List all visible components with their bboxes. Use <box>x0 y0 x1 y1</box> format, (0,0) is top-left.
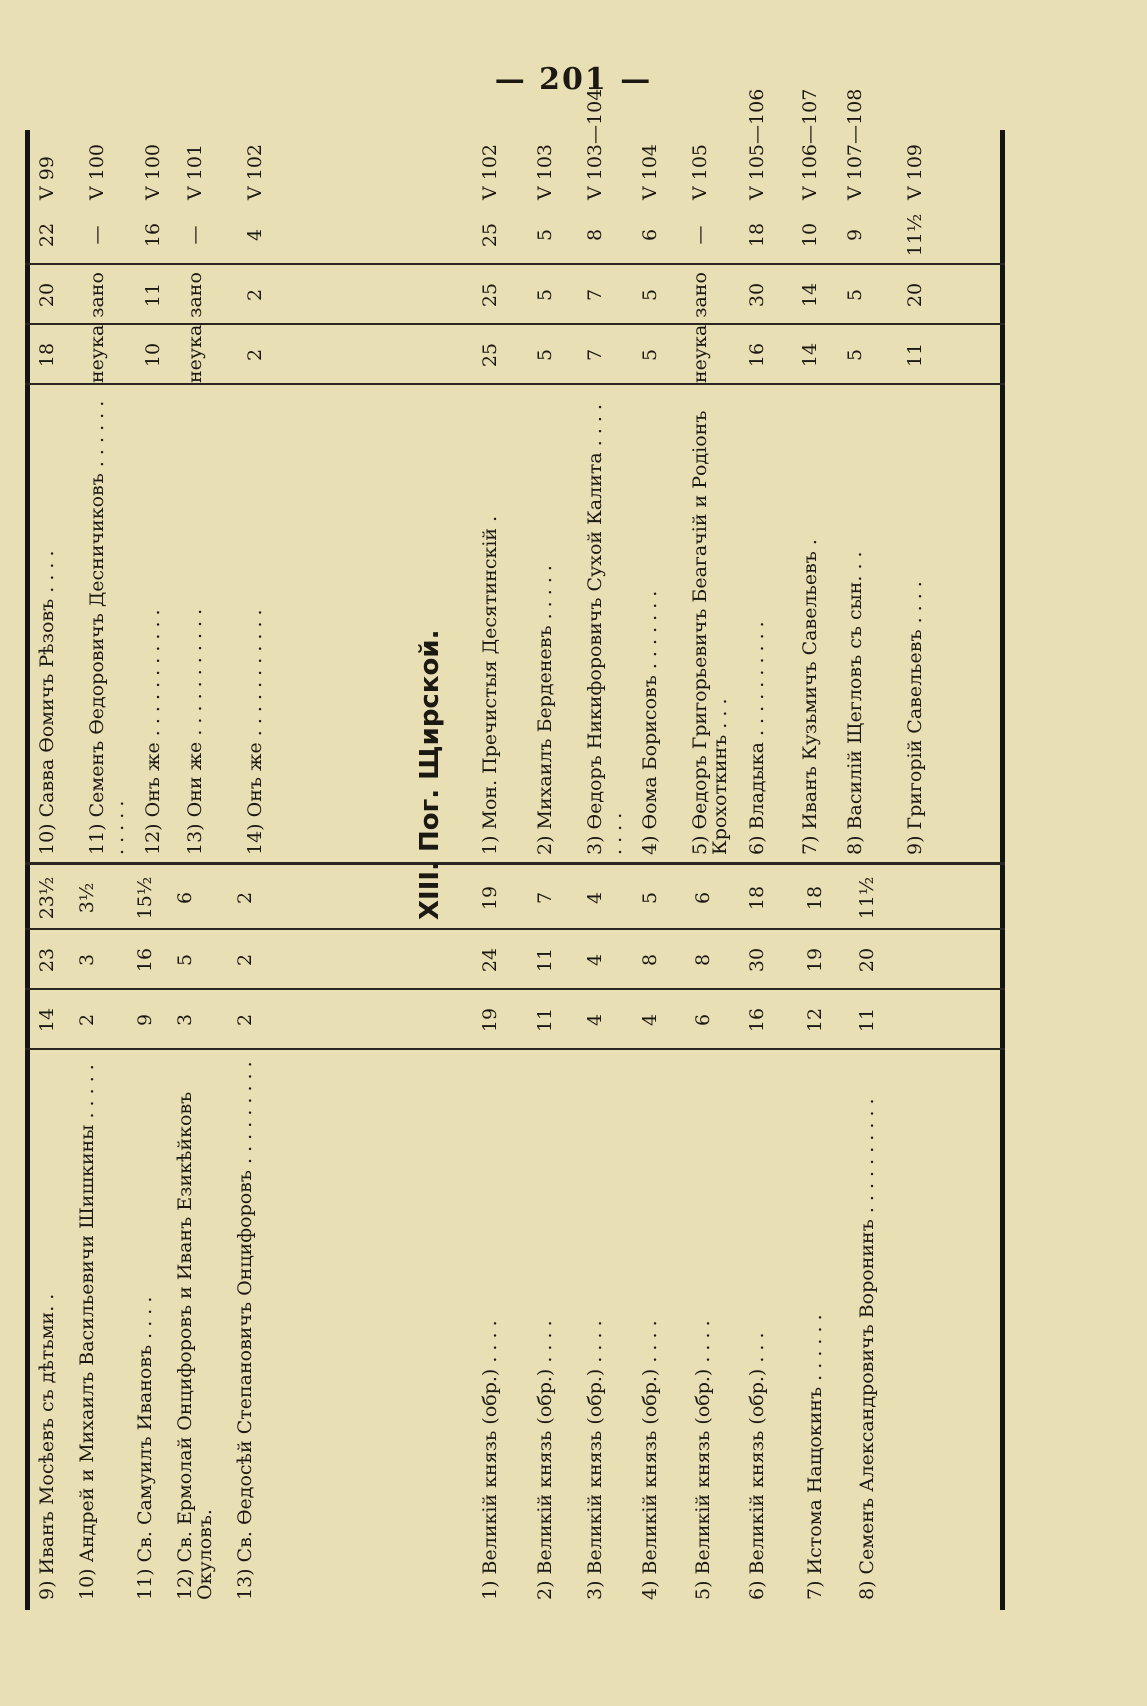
right-value-c: 4 <box>244 228 266 242</box>
rotated-table <box>25 88 1005 1610</box>
left-value-b: 8 <box>639 953 661 967</box>
left-value-b: 20 <box>856 947 878 973</box>
left-value-b: 23 <box>36 947 58 973</box>
right-value-b: зано <box>184 272 206 318</box>
left-entry-name: 12) Св. Ермолай Онцифоровъ и Иванъ Езикѣйковъ Окуловъ. <box>174 1091 216 1600</box>
right-entry-name: 13) Они же . . . . . . . . . . . <box>184 608 206 855</box>
right-value-c: — <box>689 225 711 245</box>
right-entry-name: 2) Михаилъ Берденевъ . . . . . <box>534 565 556 855</box>
left-value-c: 6 <box>174 891 196 905</box>
left-value-c: 11½ <box>856 876 878 920</box>
right-value-c: 25 <box>479 222 501 248</box>
right-entry-name: 4) Ѳома Борисовъ . . . . . . . <box>639 590 661 855</box>
right-source-ref: V 99 <box>36 156 58 200</box>
right-value-c: 10 <box>799 222 821 248</box>
right-value-b: 20 <box>904 282 926 308</box>
right-row <box>584 88 645 1610</box>
left-entry-name: 3) Великій князь (обр.) . . . . <box>584 1320 606 1600</box>
right-value-b: 20 <box>36 282 58 308</box>
left-entry-name: 5) Великій князь (обр.) . . . . <box>692 1320 714 1600</box>
right-entry-name: 10) Савва Ѳомичъ Рѣзовъ . . . . <box>36 550 58 855</box>
right-value-c: 9 <box>844 228 866 242</box>
left-value-b: 4 <box>584 953 606 967</box>
right-row <box>690 130 750 1610</box>
right-value-a: 5 <box>534 348 556 362</box>
right-row <box>185 130 245 1610</box>
right-value-a: 14 <box>799 342 821 368</box>
right-row <box>905 130 965 1610</box>
right-value-b: 11 <box>142 282 164 308</box>
right-entry-name: 3) Ѳедоръ Никифоровичъ Сухой Калита . . . . . . . . <box>584 403 626 855</box>
right-value-c: 6 <box>639 228 661 242</box>
left-value-c: 15½ <box>134 876 156 920</box>
left-entry-name: 4) Великій князь (обр.) . . . . <box>639 1320 661 1600</box>
right-value-a: 5 <box>844 348 866 362</box>
left-value-b: 24 <box>479 947 501 973</box>
right-source-ref: V 105—106 <box>746 88 768 200</box>
left-entry-name: 7) Истома Нащокинъ . . . . . . <box>804 1314 826 1600</box>
left-value-b: 11 <box>534 947 556 973</box>
left-value-c: 7 <box>534 891 556 905</box>
left-value-a: 14 <box>36 1007 58 1033</box>
right-value-c: — <box>86 225 108 245</box>
left-value-a: 2 <box>234 1013 256 1027</box>
right-row <box>480 130 540 1610</box>
right-value-b: зано <box>689 272 711 318</box>
right-source-ref: V 102 <box>479 143 501 200</box>
left-value-c: 2 <box>234 891 256 905</box>
left-value-b: 30 <box>746 947 768 973</box>
left-value-c: 3½ <box>76 882 98 914</box>
right-value-b: 14 <box>799 282 821 308</box>
left-entry-name: 13) Св. Ѳедосѣй Степановичъ Онцифоровъ . . . . . . . . . <box>234 1061 256 1600</box>
left-value-a: 4 <box>584 1013 606 1027</box>
right-value-a: 16 <box>746 342 768 368</box>
left-value-a: 12 <box>804 1007 826 1033</box>
right-value-b: 7 <box>584 288 606 302</box>
right-value-c: 18 <box>746 222 768 248</box>
right-source-ref: V 100 <box>142 143 164 200</box>
right-value-b: 5 <box>844 288 866 302</box>
left-value-a: 19 <box>479 1007 501 1033</box>
right-value-a: 2 <box>244 348 266 362</box>
right-row <box>245 130 305 1610</box>
right-value-a: 25 <box>479 342 501 368</box>
right-source-ref: V 104 <box>639 143 661 200</box>
left-value-c: 4 <box>584 891 606 905</box>
left-value-c: 5 <box>639 891 661 905</box>
right-value-a: 10 <box>142 342 164 368</box>
right-value-c: — <box>184 225 206 245</box>
right-source-ref: V 106—107 <box>799 88 821 200</box>
right-value-b: 5 <box>534 288 556 302</box>
right-row <box>844 88 905 1610</box>
right-value-c: 8 <box>584 228 606 242</box>
left-value-a: 4 <box>639 1013 661 1027</box>
right-row <box>746 88 807 1610</box>
left-value-b: 16 <box>134 947 156 973</box>
right-value-b: 5 <box>639 288 661 302</box>
right-value-a: 5 <box>639 348 661 362</box>
left-value-b: 19 <box>804 947 826 973</box>
right-entry-name: 1) Мон. Пречистыя Десятинскій . <box>479 515 501 855</box>
right-value-a: 11 <box>904 342 926 368</box>
right-entry-name: 12) Онъ же . . . . . . . . . . . <box>142 609 164 855</box>
right-value-b: зано <box>86 272 108 318</box>
left-entry-name: 9) Иванъ Мосѣевъ съ дѣтьми. . <box>36 1293 58 1600</box>
right-value-a: неукa <box>689 324 711 383</box>
left-value-c: 19 <box>479 885 501 911</box>
left-value-c: 23½ <box>36 876 58 920</box>
right-entry-name: 8) Василій Щегловъ съ сын. . . <box>844 551 866 855</box>
right-value-a: 18 <box>36 342 58 368</box>
left-value-c: 18 <box>804 885 826 911</box>
left-entry-name: 11) Св. Самуилъ Ивановъ . . . . <box>134 1296 156 1600</box>
right-source-ref: V 103 <box>534 143 556 200</box>
right-value-b: 25 <box>479 282 501 308</box>
left-value-a: 6 <box>692 1013 714 1027</box>
top-rule <box>25 130 30 1610</box>
left-value-a: 11 <box>534 1007 556 1033</box>
right-source-ref: V 102 <box>244 143 266 200</box>
left-value-a: 11 <box>856 1007 878 1033</box>
left-entry-name: 6) Великій князь (обр.) . . . <box>746 1332 768 1600</box>
right-source-ref: V 105 <box>689 143 711 200</box>
right-entry-name: 14) Онъ же . . . . . . . . . . . <box>244 609 266 855</box>
left-value-c: 18 <box>746 885 768 911</box>
right-value-c: 11½ <box>904 213 926 257</box>
left-value-c: 6 <box>692 891 714 905</box>
right-value-c: 5 <box>534 228 556 242</box>
left-entry-name: 1) Великій князь (обр.) . . . . <box>479 1320 501 1600</box>
bottom-rule <box>1000 130 1005 1610</box>
right-entry-name: 11) Семенъ Ѳедоровичъ Десничиковъ . . . . . . . . . . . <box>86 400 128 855</box>
left-value-b: 2 <box>234 953 256 967</box>
left-value-b: 5 <box>174 953 196 967</box>
right-value-c: 16 <box>142 222 164 248</box>
left-value-a: 16 <box>746 1007 768 1033</box>
right-value-a: 7 <box>584 348 606 362</box>
left-value-a: 9 <box>134 1013 156 1027</box>
right-row <box>87 130 147 1610</box>
left-entry-name: 8) Семенъ Александровичъ Воронинъ . . . . . . . . . . <box>856 1098 878 1600</box>
right-value-a: неукa <box>86 324 108 383</box>
right-value-c: 22 <box>36 222 58 248</box>
left-value-a: 3 <box>174 1013 196 1027</box>
right-value-b: 30 <box>746 282 768 308</box>
page-number: — 201 — <box>494 62 653 97</box>
right-entry-name: 6) Владыка . . . . . . . . . . <box>746 621 768 855</box>
right-entry-name: 5) Ѳедоръ Григорьевичъ Беагачій и Родіонъ Крохоткинъ . . . <box>689 410 731 855</box>
right-source-ref: V 100 <box>86 143 108 200</box>
right-source-ref: V 103—104 <box>584 88 606 200</box>
right-entry-name: 9) Григорій Савельевъ . . . . <box>904 581 926 855</box>
right-value-a: неукa <box>184 324 206 383</box>
right-value-b: 2 <box>244 288 266 302</box>
left-entry-name: 2) Великій князь (обр.) . . . . <box>534 1320 556 1600</box>
right-source-ref: V 101 <box>184 143 206 200</box>
section-title: XIII. Пог. Щирской. <box>415 629 445 920</box>
left-value-a: 2 <box>76 1013 98 1027</box>
right-source-ref: V 107—108 <box>844 88 866 200</box>
left-entry-name: 10) Андрей и Михаилъ Васильевичи Шишкины . . . . . <box>76 1064 98 1600</box>
right-source-ref: V 109 <box>904 143 926 200</box>
right-entry-name: 7) Иванъ Кузьмичъ Савельевъ . <box>799 539 821 855</box>
left-value-b: 8 <box>692 953 714 967</box>
left-value-b: 3 <box>76 953 98 967</box>
